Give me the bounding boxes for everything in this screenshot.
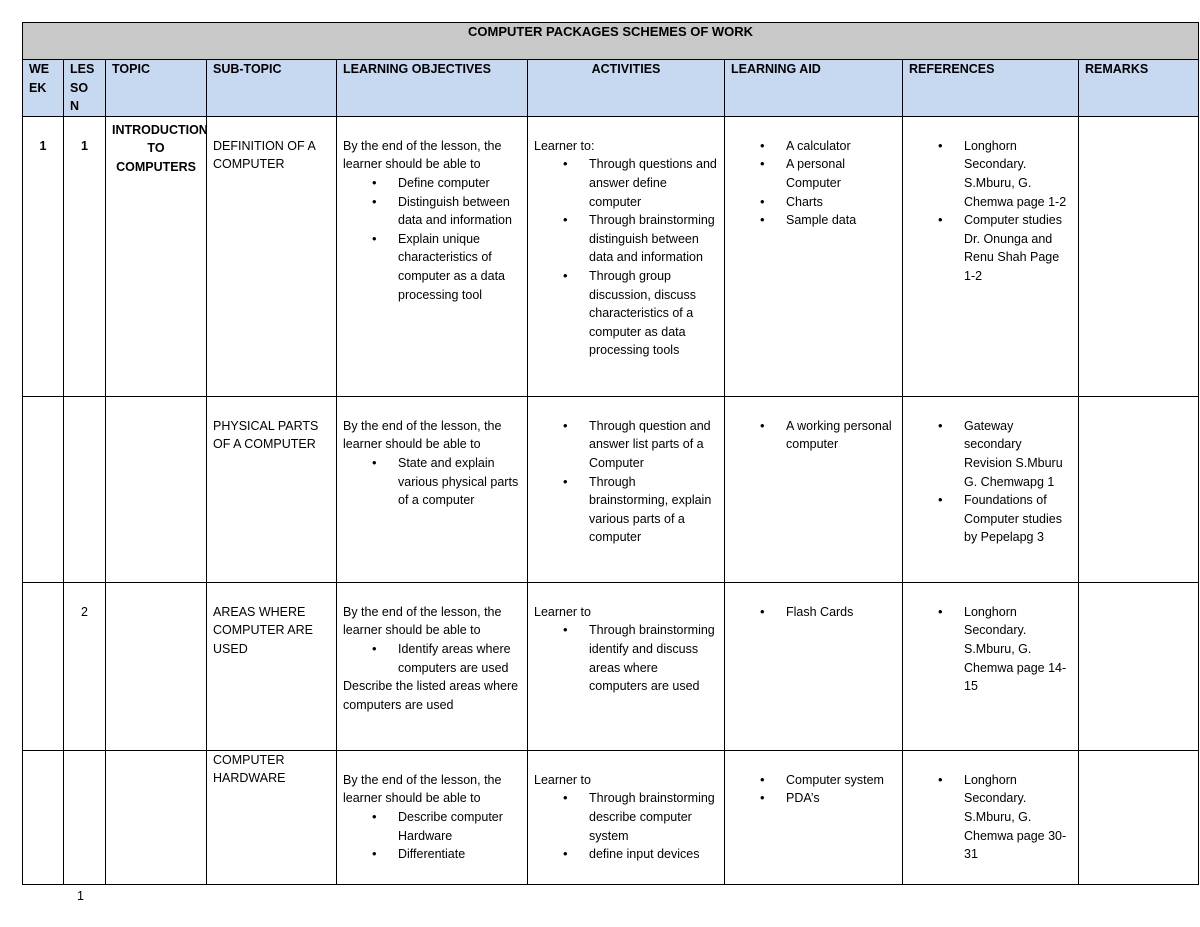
- aid-cell: [725, 750, 903, 884]
- header-aid: LEARNING AID: [725, 60, 903, 117]
- references-cell: [903, 582, 1079, 750]
- list-item: • Through brainstorming distinguish between data and information: [589, 211, 718, 267]
- list-item: • Sample data: [786, 211, 896, 230]
- list-item: • State and explain various physical parts of a computer: [398, 454, 521, 510]
- header-week: WE EK: [23, 60, 64, 117]
- list-item: • Gateway secondary Revision S.Mburu G. Chemwapg 1: [964, 417, 1072, 491]
- activities-list: [534, 417, 718, 547]
- header-remarks: REMARKS: [1079, 60, 1199, 117]
- subtopic-cell: COMPUTER HARDWARE: [207, 750, 337, 884]
- aid-list: [731, 771, 896, 808]
- objectives-intro: By the end of the lesson, the learner should be able to: [343, 604, 502, 638]
- list-item: • Identify areas where computers are used: [398, 640, 521, 677]
- list-item: • Describe computer Hardware: [398, 808, 521, 845]
- activities-list: [534, 789, 718, 863]
- objectives-outro: Describe the listed areas where computers are used: [343, 679, 519, 712]
- lesson-cell: 2: [64, 582, 106, 750]
- references-list: [909, 417, 1072, 547]
- list-item: • Longhorn Secondary. S.Mburu, G. Chemwa page 14-15: [964, 603, 1072, 696]
- objectives-cell: [337, 582, 528, 750]
- remarks-cell: [1079, 750, 1199, 884]
- table-row: [23, 116, 1199, 396]
- header-row: [23, 60, 1199, 117]
- activities-cell: [528, 116, 725, 396]
- lesson-cell: [64, 750, 106, 884]
- table-row: [23, 582, 1199, 750]
- remarks-cell: [1079, 396, 1199, 582]
- list-item: • Through brainstorming identify and discuss areas where computers are used: [589, 621, 718, 695]
- list-item: • Flash Cards: [786, 603, 896, 622]
- header-references: REFERENCES: [903, 60, 1079, 117]
- aid-cell: [725, 582, 903, 750]
- list-item: • Longhorn Secondary. S.Mburu, G. Chemwa page 30-31: [964, 771, 1072, 864]
- activities-cell: [528, 582, 725, 750]
- list-item: • Explain unique characteristics of computer as a data processing tool: [398, 230, 521, 304]
- table-row: [23, 750, 1199, 884]
- remarks-cell: [1079, 582, 1199, 750]
- references-list: [909, 771, 1072, 864]
- objectives-cell: [337, 116, 528, 396]
- references-list: [909, 137, 1072, 286]
- aid-list: [731, 417, 896, 454]
- list-item: • Define computer: [398, 174, 521, 193]
- references-cell: [903, 750, 1079, 884]
- subtopic-cell: AREAS WHERE COMPUTER ARE USED: [207, 582, 337, 750]
- remarks-cell: [1079, 116, 1199, 396]
- header-objectives: LEARNING OBJECTIVES: [337, 60, 528, 117]
- list-item: • A working personal computer: [786, 417, 896, 454]
- list-item: • Through brainstorming, explain various parts of a computer: [589, 473, 718, 547]
- list-item: • A personal Computer: [786, 155, 896, 192]
- references-list: [909, 603, 1072, 696]
- topic-cell: [106, 582, 207, 750]
- list-item: • Computer system: [786, 771, 896, 790]
- activities-intro: Learner to: [534, 772, 591, 787]
- aid-cell: [725, 396, 903, 582]
- aid-cell: [725, 116, 903, 396]
- aid-list: [731, 603, 896, 622]
- list-item: • Charts: [786, 193, 896, 212]
- subtopic-cell: DEFINITION OF A COMPUTER: [207, 116, 337, 396]
- objectives-cell: [337, 750, 528, 884]
- list-item: • define input devices: [589, 845, 718, 864]
- table-title: COMPUTER PACKAGES SCHEMES OF WORK: [23, 23, 1199, 60]
- scheme-table: [22, 22, 1199, 885]
- objectives-cell: [337, 396, 528, 582]
- list-item: • Through questions and answer define computer: [589, 155, 718, 211]
- activities-cell: [528, 750, 725, 884]
- list-item: • Differentiate: [398, 845, 521, 864]
- objectives-intro: By the end of the lesson, the learner should be able to: [343, 772, 502, 806]
- list-item: • PDA’s: [786, 789, 896, 808]
- objectives-list: [343, 174, 521, 304]
- subtopic-cell: PHYSICAL PARTS OF A COMPUTER: [207, 396, 337, 582]
- list-item: • Through question and answer list parts of a Computer: [589, 417, 718, 473]
- lesson-cell: 1: [64, 116, 106, 396]
- page-number: 1: [77, 889, 84, 903]
- list-item: • Foundations of Computer studies by Pepelapg 3: [964, 491, 1072, 547]
- activities-intro: Learner to:: [534, 138, 595, 153]
- week-cell: [23, 750, 64, 884]
- header-topic: TOPIC: [106, 60, 207, 117]
- list-item: • Longhorn Secondary. S.Mburu, G. Chemwa page 1-2: [964, 137, 1072, 211]
- topic-cell: INTRODUCTION TO COMPUTERS: [106, 116, 207, 396]
- activities-cell: [528, 396, 725, 582]
- activities-intro: Learner to: [534, 604, 591, 619]
- list-item: • Through brainstorming describe computer system: [589, 789, 718, 845]
- table-row: [23, 396, 1199, 582]
- objectives-list: [343, 808, 521, 864]
- week-cell: [23, 582, 64, 750]
- header-activities: ACTIVITIES: [528, 60, 725, 117]
- title-row: [23, 23, 1199, 60]
- list-item: • A calculator: [786, 137, 896, 156]
- header-lesson: LES SO N: [64, 60, 106, 117]
- objectives-intro: By the end of the lesson, the learner should be able to: [343, 418, 502, 452]
- week-cell: [23, 396, 64, 582]
- references-cell: [903, 116, 1079, 396]
- activities-list: [534, 155, 718, 360]
- list-item: • Computer studies Dr. Onunga and Renu Shah Page 1-2: [964, 211, 1072, 285]
- activities-list: [534, 621, 718, 695]
- objectives-list: [343, 454, 521, 510]
- aid-list: [731, 137, 896, 230]
- references-cell: [903, 396, 1079, 582]
- list-item: • Through group discussion, discuss characteristics of a computer as data processing tools: [589, 267, 718, 360]
- lesson-cell: [64, 396, 106, 582]
- topic-cell: [106, 396, 207, 582]
- week-cell: 1: [23, 116, 64, 396]
- header-subtopic: SUB-TOPIC: [207, 60, 337, 117]
- topic-cell: [106, 750, 207, 884]
- list-item: • Distinguish between data and information: [398, 193, 521, 230]
- objectives-intro: By the end of the lesson, the learner should be able to: [343, 138, 502, 172]
- objectives-list: [343, 640, 521, 677]
